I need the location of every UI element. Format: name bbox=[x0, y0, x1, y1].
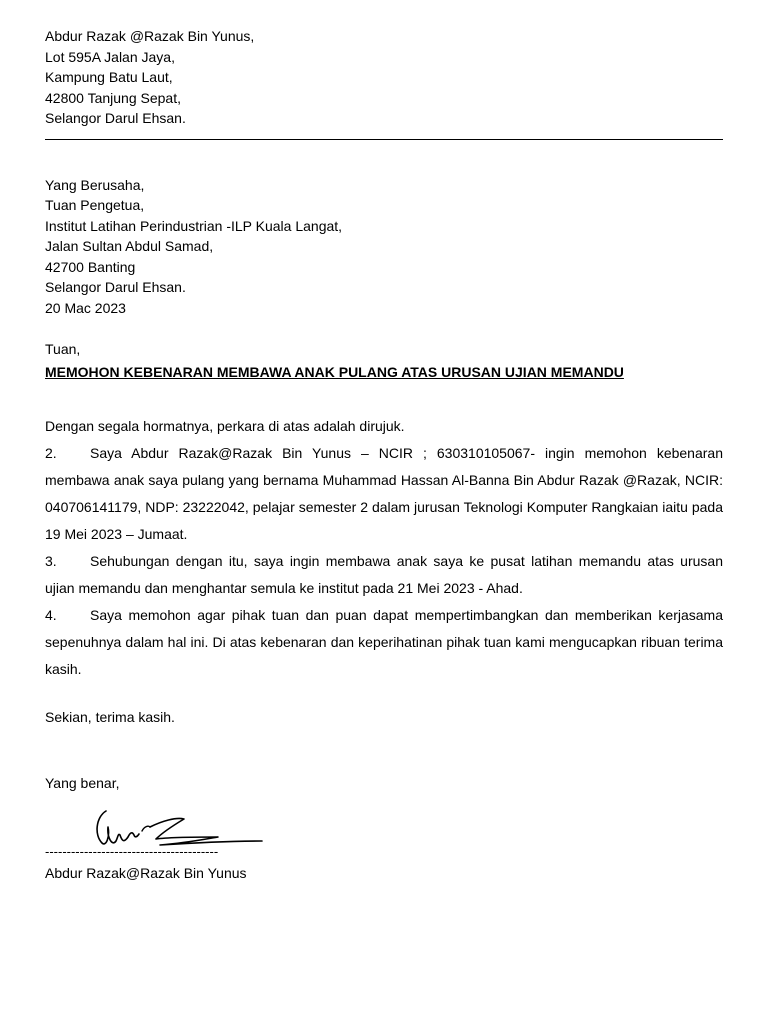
recipient-line: 42700 Banting bbox=[45, 258, 136, 275]
paragraph-text: Saya memohon agar pihak tuan dan puan dapat mempertimbangkan dan memberikan kerjasama sepenuhnya dalam hal ini. Di atas kebenaran dan keperihatinan pihak tuan kami mengucapkan ribuan terima kasih. bbox=[45, 606, 723, 677]
paragraph-number: 2. bbox=[45, 444, 57, 461]
body-paragraph-4 bbox=[45, 602, 723, 683]
sender-line: Lot 595A Jalan Jaya, bbox=[45, 48, 175, 65]
recipient-line: Jalan Sultan Abdul Samad, bbox=[45, 238, 214, 254]
paragraph-text: Saya Abdur Razak@Razak Bin Yunus – NCIR ; 630310105067- ingin memohon kebenaran membawa anak saya pulang yang bernama Muhammad Hassan Al-Banna Bin Abdur Razak @Razak, NCIR: 040706141179, NDP: 23222042, pelajar semester 2 dalam jurusan Teknologi Komputer Rangkaian iaitu pada 19 Mei 2023 – Jumaat. bbox=[45, 444, 723, 542]
letter-body bbox=[45, 413, 723, 683]
sender-line: 42800 Tanjung Sepat, bbox=[45, 89, 181, 106]
recipient-line: Tuan Pengetua, bbox=[45, 197, 145, 213]
letter-date: 20 Mac 2023 bbox=[45, 299, 126, 316]
sender-address bbox=[45, 26, 723, 129]
paragraph-number: 4. bbox=[45, 606, 57, 623]
salutation: Tuan, bbox=[45, 341, 81, 357]
signature-block bbox=[45, 807, 723, 887]
sender-line: Abdur Razak @Razak Bin Yunus, bbox=[45, 28, 255, 44]
paragraph-number: 3. bbox=[45, 552, 57, 569]
recipient-line: Selangor Darul Ehsan. bbox=[45, 279, 186, 295]
paragraph-text: Sehubungan dengan itu, saya ingin membawa anak saya ke pusat latihan memandu atas urusan ujian memandu dan menghantar semula ke institut pada 21 Mei 2023 - Ahad. bbox=[45, 552, 723, 596]
recipient-line: Yang Berusaha, bbox=[45, 176, 145, 193]
subject-heading: MEMOHON KEBENARAN MEMBAWA ANAK PULANG ATAS URUSAN UJIAN MEMANDU bbox=[45, 363, 624, 380]
valediction: Yang benar, bbox=[45, 774, 120, 791]
sender-line: Selangor Darul Ehsan. bbox=[45, 110, 186, 126]
sender-line: Kampung Batu Laut, bbox=[45, 69, 173, 85]
closing-line: Sekian, terima kasih. bbox=[45, 708, 175, 725]
letter-page bbox=[45, 26, 723, 887]
body-paragraph-3 bbox=[45, 548, 723, 602]
signature-line: ---------------------------------------- bbox=[45, 843, 219, 859]
signatory-name: Abdur Razak@Razak Bin Yunus bbox=[45, 864, 247, 881]
body-paragraph-2 bbox=[45, 440, 723, 548]
header-divider bbox=[45, 139, 723, 140]
recipient-address bbox=[45, 175, 723, 319]
recipient-line: Institut Latihan Perindustrian -ILP Kuala Langat, bbox=[45, 217, 343, 234]
body-intro: Dengan segala hormatnya, perkara di atas adalah dirujuk. bbox=[45, 417, 405, 434]
